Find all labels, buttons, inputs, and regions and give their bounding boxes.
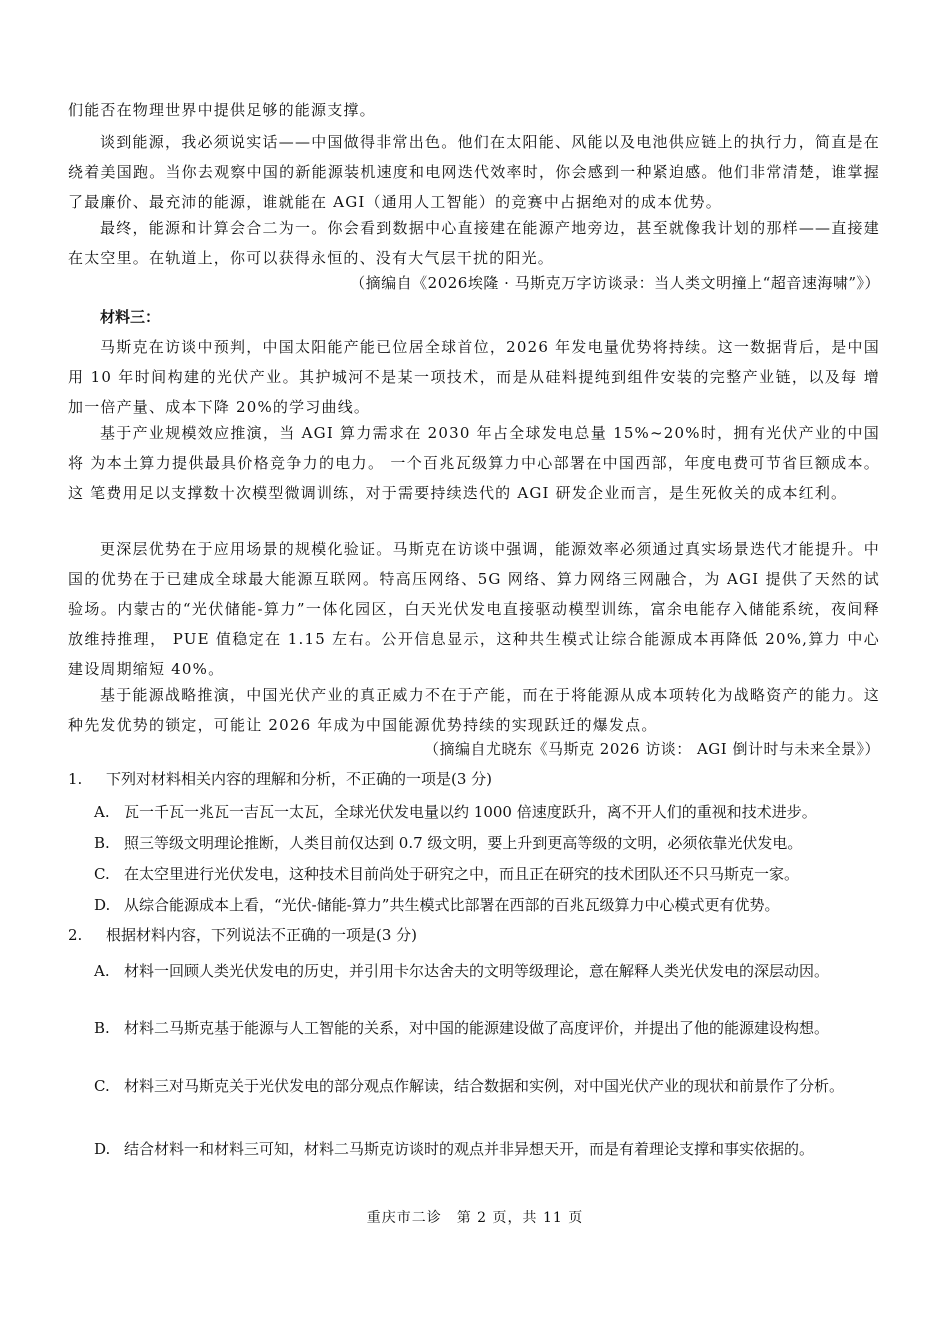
source-citation-material-3: （摘编自尤晓东《马斯克 2026 访谈： AGI 倒计时与未来全景》）	[424, 740, 880, 758]
question-1-option-c	[94, 860, 880, 888]
option-text: 材料一回顾人类光伏发电的历史，并引用卡尔达舍夫的文明等级理论，意在解释人类光伏发电的深层动因。	[124, 962, 830, 980]
option-text: 材料三对马斯克关于光伏发电的部分观点作解读，结合数据和实例，对中国光伏产业的现状和前景作了分析。	[124, 1077, 845, 1095]
option-letter: B.	[94, 1019, 110, 1037]
paragraph-strategic-assets: 基于能源战略推演，中国光伏产业的真正威力不在于产能，而在于将能源从成本项转化为战略资产的能力。这种先发优势的锁定，可能让 2026 年成为中国能源优势持续的实现跃迁的爆发点。	[68, 686, 880, 734]
option-letter: D.	[94, 1140, 111, 1158]
paragraph-solar-capacity: 马斯克在访谈中预判，中国太阳能产能已位居全球首位，2026 年发电量优势将持续。这一数据背后，是中国用 10 年时间构建的光伏产业。其护城河不是某一项技术，而是从硅料提纯到组件安装的完整产业链，以及每 增加一倍产量、成本下降 20%的学习曲线。	[68, 338, 880, 416]
question-stem: 下列对材料相关内容的理解和分析，不正确的一项是(3 分)	[106, 770, 493, 788]
material-3-heading: 材料三：	[100, 308, 161, 326]
question-2-option-b	[94, 1013, 880, 1043]
option-letter: A.	[94, 962, 110, 980]
question-2-option-c	[94, 1071, 880, 1101]
option-text: 结合材料一和材料三可知，材料二马斯克访谈时的观点并非异想天开，而是有着理论支撑和事实依据的。	[124, 1140, 815, 1158]
option-letter: B.	[94, 834, 110, 852]
option-letter: A.	[94, 803, 110, 821]
paragraph-energy-compute: 最终，能源和计算会合二为一。你会看到数据中心直接建在能源产地旁边，甚至就像我计划的那样——直接建在太空里。在轨道上，你可以获得永恒的、没有大气层干扰的阳光。	[68, 219, 880, 267]
question-1-option-d	[94, 891, 880, 919]
paragraph-scale-effect: 基于产业规模效应推演，当 AGI 算力需求在 2030 年占全球发电总量 15%~20%时，拥有光伏产业的中国将 为本土算力提供最具价格竞争力的电力。 一个百兆瓦级算力中心部署在中国西部，年度电费可节省巨额成本。这 笔费用足以支撑数十次模型微调训练，对于需要持续迭代的 AGI 研发企业而言，是生死攸关的成本红利。	[68, 424, 880, 502]
option-text: 材料二马斯克基于能源与人工智能的关系，对中国的能源建设做了高度评价，并提出了他的能源建设构想。	[124, 1019, 830, 1037]
option-text: 从综合能源成本上看，“光伏-储能-算力”共生模式比部署在西部的百兆瓦级算力中心模式更有优势。	[124, 896, 780, 914]
paragraph-application-scenarios: 更深层优势在于应用场景的规模化验证。马斯克在访谈中强调，能源效率必须通过真实场景迭代才能提升。中国的优势在于已建成全球最大能源互联网。特高压网络、5G 网络、算力网络三网融合，为 AGI 提供了天然的试验场。内蒙古的“光伏储能-算力”一体化园区，白天光伏发电直接驱动模型训练，富余电能存入储能系统，夜间释放维持推理， PUE 值稳定在 1.15 左右。公开信息显示，这种共生模式让综合能源成本再降低 20%,算力 中心建设周期缩短 40%。	[68, 540, 880, 678]
question-2-option-d	[94, 1135, 880, 1163]
paragraph-continuation: 们能否在物理世界中提供足够的能源支撑。	[68, 101, 376, 119]
question-1-option-a	[94, 798, 880, 826]
question-2	[68, 922, 880, 948]
option-letter: C.	[94, 865, 110, 883]
option-text: 照三等级文明理论推断，人类目前仅达到 0.7 级文明，要上升到更高等级的文明，必须依靠光伏发电。	[124, 834, 803, 852]
question-number: 2.	[68, 926, 83, 944]
question-2-option-a	[94, 956, 880, 986]
question-1-option-b	[94, 829, 880, 857]
question-number: 1.	[68, 770, 83, 788]
option-text: 瓦一千瓦一兆瓦一吉瓦一太瓦，全球光伏发电量以约 1000 倍速度跃升，离不开人们的重视和技术进步。	[124, 803, 817, 821]
question-1	[68, 766, 880, 792]
page-footer: 重庆市二诊 第 2 页，共 11 页	[366, 1210, 584, 1226]
source-citation-material-2: （摘编自《2026埃隆 · 马斯克万字访谈录：当人类文明撞上“超音速海啸”》）	[350, 274, 880, 292]
paragraph-energy-china: 谈到能源，我必须说实话——中国做得非常出色。他们在太阳能、风能以及电池供应链上的执行力，简直是在绕着美国跑。当你去观察中国的新能源装机速度和电网迭代效率时，你会感到一种紧迫感。他们非常清楚，谁掌握了最廉价、最充沛的能源，谁就能在 AGI（通用人工智能）的竞赛中占据绝对的成本优势。	[68, 133, 880, 211]
question-stem: 根据材料内容，下列说法不正确的一项是(3 分)	[106, 926, 418, 944]
option-letter: D.	[94, 896, 111, 914]
option-text: 在太空里进行光伏发电，这种技术目前尚处于研究之中，而且正在研究的技术团队还不只马斯克一家。	[124, 865, 800, 883]
option-letter: C.	[94, 1077, 110, 1095]
